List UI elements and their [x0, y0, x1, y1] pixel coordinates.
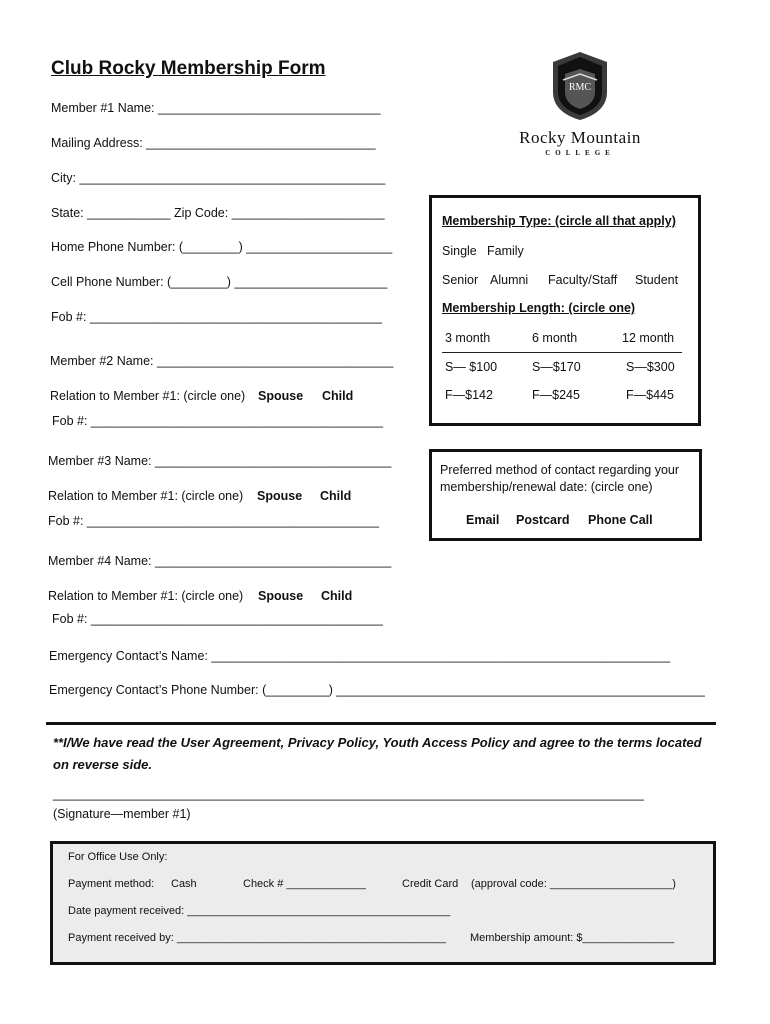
- contact-prompt-line2: membership/renewal date: (circle one): [440, 480, 653, 494]
- logo-subtitle: COLLEGE: [545, 149, 615, 157]
- college-logo: [505, 52, 655, 162]
- emergency-contact-name-field[interactable]: Emergency Contact’s Name: __________________________________________________________________: [49, 649, 671, 663]
- relation2-child-option[interactable]: Child: [322, 389, 354, 403]
- relation2-label: Relation to Member #1: (circle one): [50, 389, 246, 403]
- emergency-contact-phone-field[interactable]: Emergency Contact’s Phone Number: (_________) _____________________________________________________: [49, 683, 705, 697]
- fob1-field[interactable]: Fob #: __________________________________________: [51, 310, 382, 324]
- type-option-family[interactable]: Family: [487, 244, 524, 258]
- office-use-heading: For Office Use Only:: [68, 851, 168, 863]
- member4-name-field[interactable]: Member #4 Name: __________________________________: [48, 554, 392, 568]
- type-option-faculty-staff[interactable]: Faculty/Staff: [548, 273, 618, 287]
- fob2-field[interactable]: Fob #: __________________________________________: [52, 414, 383, 428]
- signature-line[interactable]: _____________________________________________________________________________________: [53, 787, 644, 801]
- relation4-child-option[interactable]: Child: [321, 589, 353, 603]
- mailing-address-field[interactable]: Mailing Address: _________________________________: [51, 136, 376, 150]
- city-field[interactable]: City: ____________________________________________: [51, 171, 386, 185]
- contact-option-postcard[interactable]: Postcard: [516, 513, 570, 527]
- agreement-text-line1: **I/We have read the User Agreement, Privacy Policy, Youth Access Policy and agree to the terms located: [53, 735, 702, 750]
- type-option-senior[interactable]: Senior: [442, 273, 479, 287]
- payment-received-by-field[interactable]: Payment received by: ____________________________________________: [68, 932, 447, 944]
- contact-option-email[interactable]: Email: [466, 513, 500, 527]
- member1-name-field[interactable]: Member #1 Name: ________________________________: [51, 101, 381, 115]
- contact-option-phone-call[interactable]: Phone Call: [588, 513, 653, 527]
- signature-label: (Signature—member #1): [53, 807, 191, 821]
- price-family-3-month[interactable]: F—$142: [445, 388, 493, 402]
- length-column-6-month: 6 month: [532, 331, 578, 345]
- price-single-12-month[interactable]: S—$300: [626, 360, 675, 374]
- fob3-field[interactable]: Fob #: __________________________________________: [48, 514, 379, 528]
- logo-emblem-text: RMC: [568, 82, 592, 93]
- type-option-single[interactable]: Single: [442, 244, 477, 258]
- relation3-spouse-option[interactable]: Spouse: [257, 489, 303, 503]
- membership-length-heading: Membership Length: (circle one): [442, 301, 636, 315]
- member3-name-field[interactable]: Member #3 Name: __________________________________: [48, 454, 392, 468]
- length-column-3-month: 3 month: [445, 331, 491, 345]
- cell-phone-field[interactable]: Cell Phone Number: (________) ______________________: [51, 275, 388, 289]
- relation2-spouse-option[interactable]: Spouse: [258, 389, 304, 403]
- price-family-6-month[interactable]: F—$245: [532, 388, 580, 402]
- member2-name-field[interactable]: Member #2 Name: __________________________________: [50, 354, 394, 368]
- home-phone-field[interactable]: Home Phone Number: (________) _____________________: [51, 240, 393, 254]
- payment-method-label: Payment method:: [68, 878, 155, 890]
- agreement-text-line2: on reverse side.: [53, 757, 152, 772]
- payment-check-field[interactable]: Check # _____________: [243, 878, 366, 890]
- type-option-student[interactable]: Student: [635, 273, 679, 287]
- price-single-3-month[interactable]: S— $100: [445, 360, 498, 374]
- relation4-spouse-option[interactable]: Spouse: [258, 589, 304, 603]
- section-divider: [46, 722, 716, 725]
- membership-type-heading: Membership Type: (circle all that apply): [442, 214, 676, 228]
- relation3-child-option[interactable]: Child: [320, 489, 352, 503]
- payment-option-credit-card[interactable]: Credit Card: [402, 878, 459, 890]
- contact-prompt-line1: Preferred method of contact regarding your: [440, 463, 680, 477]
- price-family-12-month[interactable]: F—$445: [626, 388, 674, 402]
- fob4-field[interactable]: Fob #: __________________________________________: [52, 612, 383, 626]
- date-payment-received-field[interactable]: Date payment received: ___________________________________________: [68, 905, 451, 917]
- price-single-6-month[interactable]: S—$170: [532, 360, 581, 374]
- form-title: Club Rocky Membership Form: [51, 58, 326, 79]
- payment-option-cash[interactable]: Cash: [171, 878, 197, 890]
- relation3-label: Relation to Member #1: (circle one): [48, 489, 244, 503]
- type-option-alumni[interactable]: Alumni: [490, 273, 529, 287]
- length-divider: [442, 352, 682, 353]
- relation4-label: Relation to Member #1: (circle one): [48, 589, 244, 603]
- approval-code-field[interactable]: (approval code: ____________________): [471, 878, 676, 890]
- length-column-12-month: 12 month: [622, 331, 675, 345]
- logo-name: Rocky Mountain: [519, 128, 641, 147]
- membership-amount-field[interactable]: Membership amount: $_______________: [470, 932, 675, 944]
- state-zip-field[interactable]: State: ____________ Zip Code: ______________________: [51, 206, 385, 220]
